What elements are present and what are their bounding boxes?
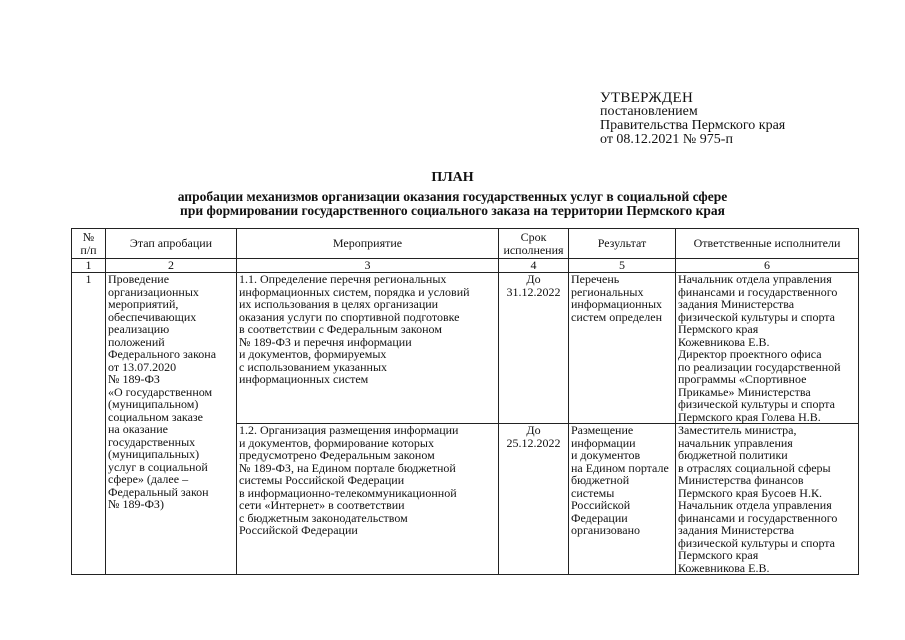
- result-cell: Перечень региональных информационных систем определен: [569, 273, 676, 424]
- header-responsible: Ответственные исполнители: [676, 229, 859, 259]
- header-activity: Мероприятие: [237, 229, 499, 259]
- column-number-row: [72, 259, 859, 273]
- approval-heading: УТВЕРЖДЕН: [600, 90, 694, 106]
- header-stage: Этап апробации: [106, 229, 237, 259]
- table-row: [72, 273, 859, 424]
- activity-cell: 1.1. Определение перечня региональных информационных систем, порядка и условий их использования в целях организации оказания услуги по спортивной подготовке в соответствии с Федеральным законом № 189-ФЗ и перечня информации и документов, формируемых с использованием указанных информационных систем: [237, 273, 499, 424]
- row-number: 1: [72, 273, 106, 575]
- column-number: 2: [106, 259, 237, 273]
- subtitle-line-1: апробации механизмов организации оказания государственных услуг в социальной сфере: [177, 189, 728, 204]
- approval-block: [600, 91, 785, 147]
- header-deadline: Срок исполнения: [499, 229, 569, 259]
- column-number: 6: [676, 259, 859, 273]
- document-title: ПЛАН: [431, 170, 474, 185]
- document-subtitle: [0, 190, 905, 218]
- responsible-cell: Начальник отдела управления финансами и государственного задания Министерства физической культуры и спорта Пермского края Кожевникова Е.В. Директор проектного офиса по реализации государственной программы «Спортивное Прикамье» Министерства физической культуры и спорта Пермского края Голева Н.В.: [676, 273, 859, 424]
- approval-line-2: Правительства Пермского края: [600, 118, 786, 133]
- approval-line-3: от 08.12.2021 № 975-п: [600, 132, 733, 147]
- stage-cell: Проведение организационных мероприятий, обеспечивающих реализацию положений Федерального закона от 13.07.2020 № 189-ФЗ «О государственном (муниципальном) социальном заказе на оказание государственных (муниципальных) услуг в социальной сфере» (далее – Федеральный закон № 189-ФЗ): [106, 273, 237, 575]
- column-number: 3: [237, 259, 499, 273]
- deadline-cell: До 25.12.2022: [499, 424, 569, 575]
- header-result: Результат: [569, 229, 676, 259]
- activity-cell: 1.2. Организация размещения информации и документов, формирование которых предусмотрено Федеральным законом № 189-ФЗ, на Едином портале бюджетной системы Российской Федерации в информационно-телекоммуникационной сети «Интернет» в соответствии с бюджетным законодательством Российской Федерации: [237, 424, 499, 575]
- column-number: 5: [569, 259, 676, 273]
- header-number: № п/п: [72, 229, 106, 259]
- table-header-row: [72, 229, 859, 259]
- result-cell: Размещение информации и документов на Едином портале бюджетной системы Российской Федерации организовано: [569, 424, 676, 575]
- deadline-cell: До 31.12.2022: [499, 273, 569, 424]
- approval-line-1: постановлением: [600, 104, 698, 119]
- plan-table: [71, 228, 859, 575]
- column-number: 4: [499, 259, 569, 273]
- column-number: 1: [72, 259, 106, 273]
- subtitle-line-2: при формировании государственного социального заказа на территории Пермского края: [180, 203, 725, 218]
- responsible-cell: Заместитель министра, начальник управления бюджетной политики в отраслях социальной сферы Министерства финансов Пермского края Бусоев Н.К. Начальник отдела управления финансами и государственного задания Министерства физической культуры и спорта Пермского края Кожевникова Е.В.: [676, 424, 859, 575]
